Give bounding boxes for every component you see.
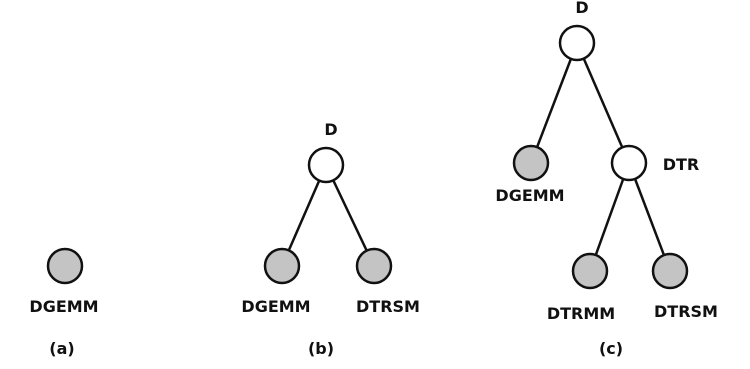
- diagram-c-left-leaf-node: [514, 146, 548, 180]
- diagram-c-left-label: DGEMM: [495, 186, 565, 205]
- diagram-c-inner-label: DTR: [662, 155, 700, 174]
- diagram-b-left-leaf-node: [265, 249, 299, 283]
- diagram-c-inner-right-leaf-node: [653, 254, 687, 288]
- diagram-a: [29, 249, 98, 358]
- diagram-c-edge-root-left: [531, 43, 577, 163]
- diagram-c-root-node: [560, 26, 594, 60]
- diagram-c-caption: (c): [598, 339, 624, 358]
- diagram-b-root-node: [309, 148, 343, 182]
- diagram-c-inner-left-leaf-node: [573, 254, 607, 288]
- diagram-b-left-label: DGEMM: [241, 297, 311, 316]
- diagram-a-leaf-label: DGEMM: [29, 297, 99, 316]
- diagram-c-inner-left-label: DTRMM: [546, 304, 616, 323]
- diagram-c-root-label: D: [575, 0, 589, 17]
- diagram-c-inner-right-label: DTRSM: [654, 302, 718, 321]
- diagram-c-edge-root-inner: [577, 43, 629, 163]
- diagram-a-caption: (a): [49, 339, 75, 358]
- diagram-c: [495, 0, 718, 358]
- diagram-b-right-label: DTRSM: [356, 297, 420, 316]
- diagram-a-leaf-node: [48, 249, 82, 283]
- diagram-c-inner-node: [612, 146, 646, 180]
- diagram-b-right-leaf-node: [357, 249, 391, 283]
- diagram-b: [241, 120, 420, 358]
- diagram-b-caption: (b): [307, 339, 335, 358]
- diagram-b-root-label: D: [324, 120, 338, 139]
